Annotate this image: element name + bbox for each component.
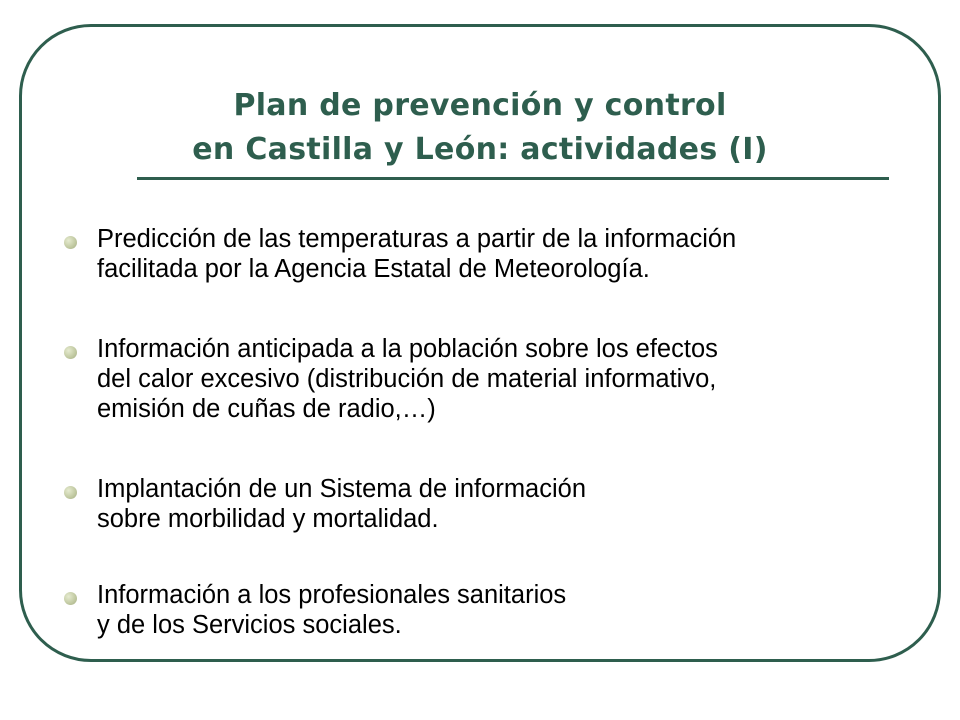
bullet-line: emisión de cuñas de radio,…) — [97, 395, 436, 423]
bullet-text — [97, 224, 920, 284]
bullet-dot-icon — [64, 592, 77, 605]
bullet-line: Implantación de un Sistema de información — [97, 475, 587, 503]
bullet-text — [97, 580, 920, 640]
slide-title-line-1: Plan de prevención y control — [233, 88, 727, 123]
bullet-line: facilitada por la Agencia Estatal de Meteorología. — [97, 255, 650, 283]
bullet-line: Información anticipada a la población sobre los efectos — [97, 335, 718, 363]
bullet-line: y de los Servicios sociales. — [97, 611, 402, 639]
bullet-line: sobre morbilidad y mortalidad. — [97, 505, 439, 533]
bullet-line: Predicción de las temperaturas a partir de la información — [97, 225, 737, 253]
slide-title-line-2: en Castilla y León: actividades (I) — [192, 132, 768, 167]
bullet-text — [97, 474, 920, 534]
bullet-dot-icon — [64, 346, 77, 359]
bullet-dot-icon — [64, 486, 77, 499]
bullet-dot-icon — [64, 236, 77, 249]
bullet-line: del calor excesivo (distribución de material informativo, — [97, 365, 717, 393]
bullet-line: Información a los profesionales sanitarios — [97, 581, 567, 609]
slide-title — [60, 84, 900, 172]
bullet-text — [97, 334, 920, 424]
title-underline — [137, 177, 889, 180]
